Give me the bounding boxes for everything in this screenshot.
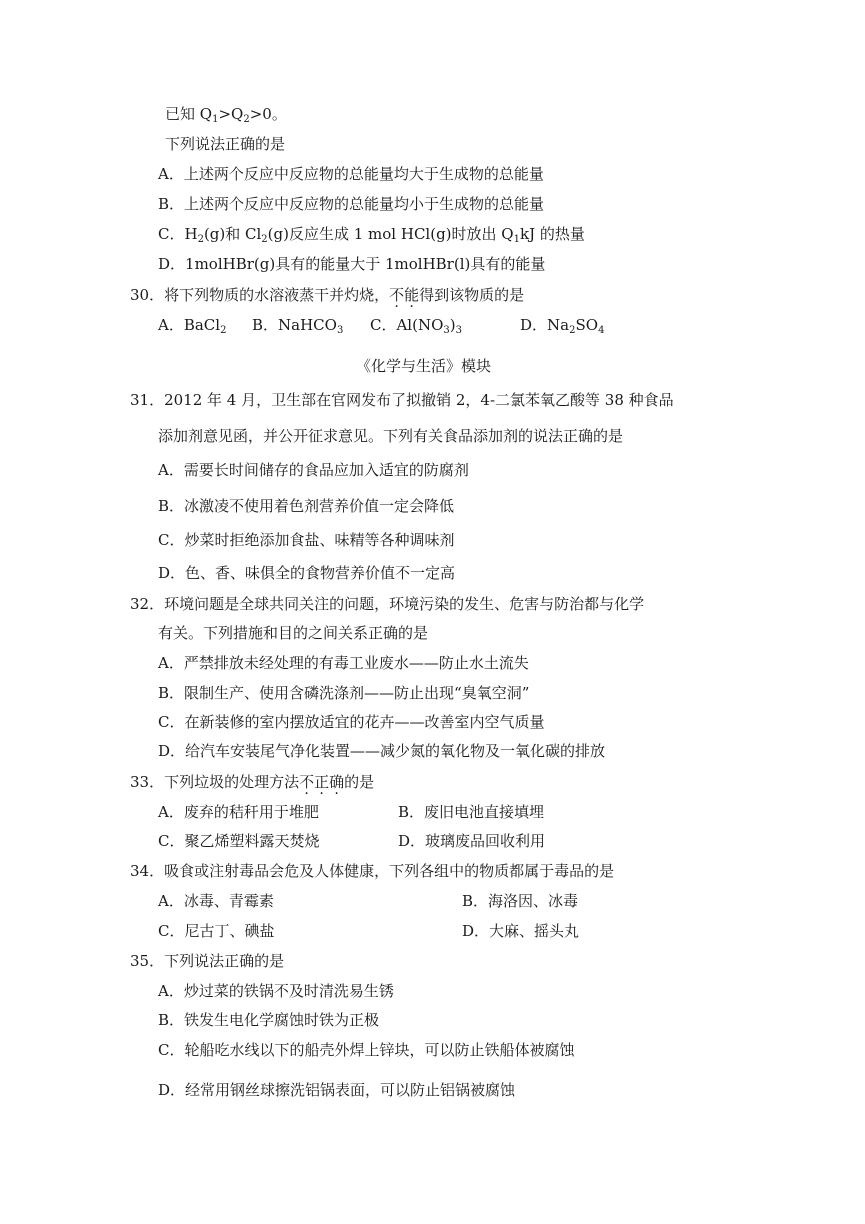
- q32-option-d: D．给汽车安装尾气净化装置——减少氮的氧化物及一氧化碳的排放: [158, 742, 606, 760]
- q32-option-c: C．在新装修的室内摆放适宜的花卉——改善室内空气质量: [158, 713, 545, 731]
- q34-option-c: C．尼古丁、碘盐: [158, 922, 275, 940]
- q35-option-b: B．铁发生电化学腐蚀时铁为正极: [158, 1011, 380, 1029]
- q33-option-b: B．废旧电池直接填埋: [398, 803, 545, 821]
- option-a: A．上述两个反应中反应物的总能量均大于生成物的总能量: [158, 165, 544, 183]
- q32-option-a: A．严禁排放未经处理的有毒工业废水——防止水土流失: [158, 654, 529, 672]
- option-b: B．上述两个反应中反应物的总能量均小于生成物的总能量: [158, 195, 545, 213]
- q31-option-d: D．色、香、味俱全的食物营养价值不一定高: [158, 564, 456, 582]
- q34-option-b: B．海洛因、冰毒: [462, 892, 579, 910]
- q35-option-a: A．炒过菜的铁锅不及时清洗易生锈: [158, 982, 394, 1000]
- q30-option-a: A．BaCl$_2$: [158, 316, 227, 336]
- option-d: D．1molHBr(g)具有的能量大于 1molHBr(l)具有的能量: [158, 255, 546, 273]
- q33-stem: 33．下列垃圾的处理方法不正确的是: [130, 773, 375, 791]
- option-c: C．$H_2(g)$和 $Cl_2(g)$反应生成 1 mol HCl(g)时放出 $Q_1kJ$ 的热量: [158, 225, 585, 245]
- q31-option-a: A．需要长时间储存的食品应加入适宜的防腐剂: [158, 461, 469, 479]
- q33-option-d: D．玻璃废品回收利用: [398, 832, 546, 850]
- q32-stem-line2: 有关。下列措施和目的之间关系正确的是: [158, 624, 429, 642]
- module-title: 《化学与生活》模块: [356, 357, 492, 375]
- known-condition: 已知 $Q_1>Q_2>0$。: [165, 105, 287, 125]
- q30-option-b: B．NaHCO$_3$: [252, 316, 344, 336]
- q34-stem: 34．吸食或注射毒品会危及人体健康，下列各组中的物质都属于毒品的是: [130, 862, 615, 880]
- q32-option-b: B．限制生产、使用含磷洗涤剂——防止出现“臭氧空洞”: [158, 684, 530, 702]
- q31-stem-line2: 添加剂意见函，并公开征求意见。下列有关食品添加剂的说法正确的是: [158, 427, 624, 445]
- q31-option-c: C．炒菜时拒绝添加食盐、味精等各种调味剂: [158, 531, 455, 549]
- q35-option-d: D．经常用钢丝球擦洗铝锅表面，可以防止铝锅被腐蚀: [158, 1081, 516, 1099]
- q35-option-c: C．轮船吃水线以下的船壳外焊上锌块，可以防止铁船体被腐蚀: [158, 1041, 575, 1059]
- q31-option-b: B．冰激凌不使用着色剂营养价值一定会降低: [158, 497, 455, 515]
- q35-stem: 35．下列说法正确的是: [130, 952, 285, 970]
- q34-option-d: D．大麻、摇头丸: [462, 922, 580, 940]
- question-stem: 下列说法正确的是: [165, 135, 286, 153]
- q32-stem-line1: 32．环境问题是全球共同关注的问题，环境污染的发生、危害与防治都与化学: [130, 595, 645, 613]
- q33-option-c: C．聚乙烯塑料露天焚烧: [158, 832, 320, 850]
- q33-option-a: A．废弃的秸秆用于堆肥: [158, 803, 319, 821]
- q31-stem-line1: 31．2012 年 4 月，卫生部在官网发布了拟撤销 2，4-二氯苯氧乙酸等 38 种食品: [130, 391, 674, 409]
- q30-option-c: C．$Al(NO_3)_3$: [370, 316, 462, 336]
- q30-option-d: D．$Na_2SO_4$: [520, 316, 605, 336]
- q34-option-a: A．冰毒、青霉素: [158, 892, 274, 910]
- q30-stem: 30．将下列物质的水溶液蒸干并灼烧，不能得到该物质的是: [130, 286, 525, 304]
